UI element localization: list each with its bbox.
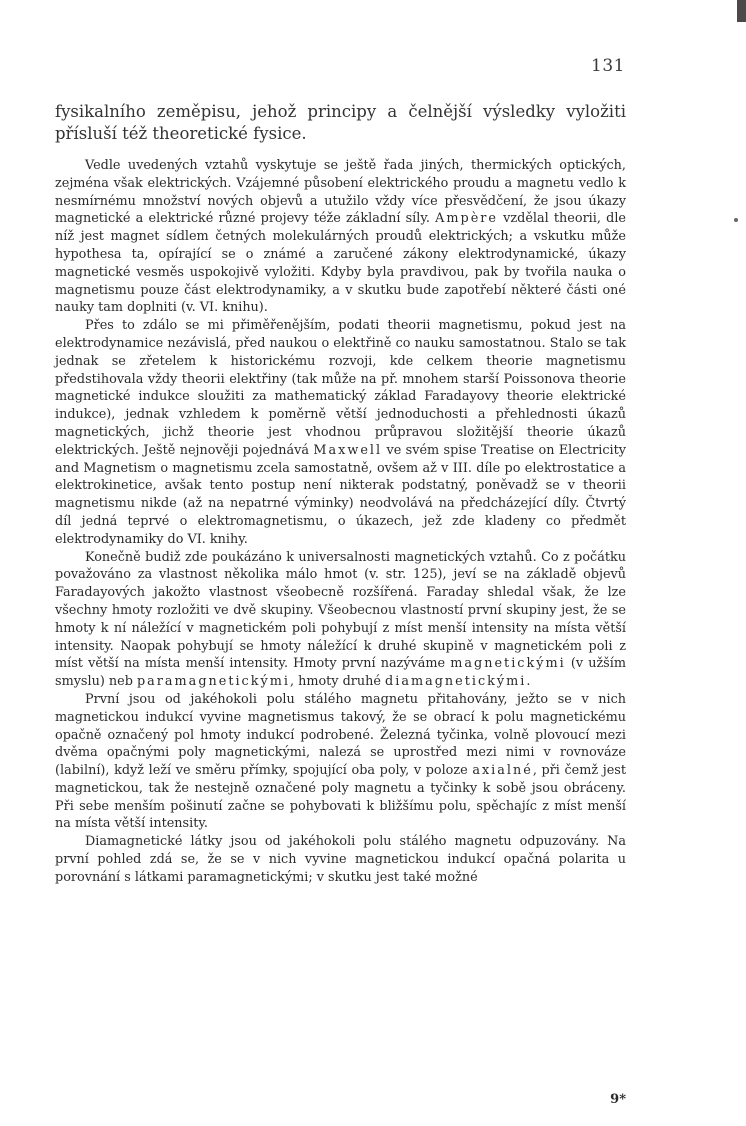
- term-axialne: axialné: [472, 763, 533, 779]
- paragraph-4-continued: , při čemž jest magnetickou, tak že nestejně označené poly magnetu a tyčinky k sobě jsou obráceny. Při sebe menším pošinutí začne se pohybovati k bližšímu polu, spěchajíc z míst menší na místa větší intensity.: [55, 763, 626, 832]
- paragraph-5-text: Diamagnetické látky jsou od jakéhokoli polu stálého magnetu odpuzovány. Na první pohled zdá se, že se v nich vyvine magnetickou indukcí opačná polarita u porovnání s látkami paramagnetickými; v skutku jest také možné: [55, 834, 626, 885]
- body-text: [55, 101, 626, 887]
- paragraph-3-text: Konečně budiž zde poukázáno k universalnosti magnetických vztahů. Co z počátku považováno za vlastnost několika málo hmot (v. str. 125), jeví se na základě objevů Faradayových jakožto vlastnost všeobecně rozšířená. Faraday shledal však, že lze všechny hmoty rozložiti ve dvě skupiny. Všeobecnou vlastností první skupiny jest, že se hmoty k ní náležící v magnetickém poli pohybují z míst menší intensity na místa větší intensity. Naopak pohybují se hmoty náležící k druhé skupině v magnetickém poli z míst větší na místa menší intensity. Hmoty první nazýváme: [55, 549, 626, 672]
- paragraph-3-end: .: [526, 674, 531, 690]
- intro-paragraph: fysikalního zeměpisu, jehož principy a čelnější výsledky vyložiti přísluší též theoretické fysice.: [55, 102, 626, 143]
- name-ampere: Ampère: [435, 211, 498, 227]
- term-diamagneticke: diamagnetickými: [385, 674, 527, 690]
- paragraph-3-mid2: , hmoty druhé: [289, 674, 381, 690]
- name-maxwell: Maxwell: [313, 442, 383, 458]
- scan-edge-mark: [737, 0, 746, 22]
- term-magneticke: magnetickými: [450, 656, 566, 672]
- paragraph-1: [55, 157, 626, 317]
- signature-mark: 9*: [610, 1092, 626, 1107]
- paragraph-5: [55, 833, 626, 886]
- paragraph-2-continued: ve svém spise Treatise on Electricity and Magnetism o magnetismu zcela samostatně, ovšem až v III. díle po elektrostatice a elektrokinetice, avšak tento postup není nikterak podstatný, poněvadž se v theorii magnetismu nikde (až na nepatrné výminky) neodvolává na předcházející díly. Čtvrtý díl jedná teprvé o elektromagnetismu, o úkazech, jež zde kladeny co předmět elektrodynamiky do VI. knihy.: [55, 442, 626, 547]
- term-paramagneticke: paramagnetickými: [136, 674, 290, 690]
- paragraph-3: [55, 549, 626, 691]
- paragraph-1-continued: vzdělal theorii, dle níž jest magnet sídlem četných molekulárných proudů elektrických; a vskutku může hypothesa ta, opírající se o známé a zaručené zákony elektrodynamické, úkazy magnetické vesměs uspokojivě vyložiti. Kdyby byla pravdivou, pak by tvořila nauka o magnetismu pouze část elektrodynamiky, a v skutku bude zapotřebí některé části oné nauky tam doplniti (v. VI. knihu).: [55, 211, 626, 316]
- paragraph-2-text: Přes to zdálo se mi přiměřenějším, podati theorii magnetismu, pokud jest na elektrodynamice nezávislá, před naukou o elektřině co nauku samostatnou. Stalo se tak jednak se zřetelem k historickému rozvoji, kde celkem theorie magnetismu předstihovala vždy theorii elektřiny (tak může na př. mnohem starší Poissonova theorie magnetické indukce sloužiti za mathematický základ Faradayovy theorie elektrické indukce), jednak vzhledem k poměrně větší jednoduchosti a přehlednosti úkazů magnetických, jichž theorie jest vhodnou průpravou složitější theorie úkazů elektrických. Ještě nejnověji pojednává: [55, 318, 626, 458]
- paragraph-4-text: První jsou od jakéhokoli polu stálého magnetu přitahovány, ježto se v nich magnetickou indukcí vyvine magnetismus takový, že se obrací k polu magnetickému opačně označený pol hmoty indukcí podrobené. Železná tyčinka, volně plovoucí mezi dvěma opačnými poly magnetickými, nalezá se uprostřed mezi nimi v rovnováze (labilní), když leží ve směru přímky, spojující oba poly, v poloze: [55, 691, 626, 779]
- paragraph-1-text: Vedle uvedených vztahů vyskytuje se ještě řada jiných, thermických optických, zejména však elektrických. Vzájemné působení elektrického proudu a magnetu vedlo k nesmírnému množství nových objevů a utužilo vždy více přesvědčení, že jsou úkazy magnetické a elektrické různé projevy téže základní síly.: [55, 158, 626, 227]
- paragraph-2: [55, 317, 626, 548]
- scan-speck: [734, 218, 738, 222]
- paragraph-3-mid: (v užším smyslu) neb: [55, 656, 626, 690]
- page-number: 131: [591, 56, 625, 76]
- paragraph-4: [55, 691, 626, 833]
